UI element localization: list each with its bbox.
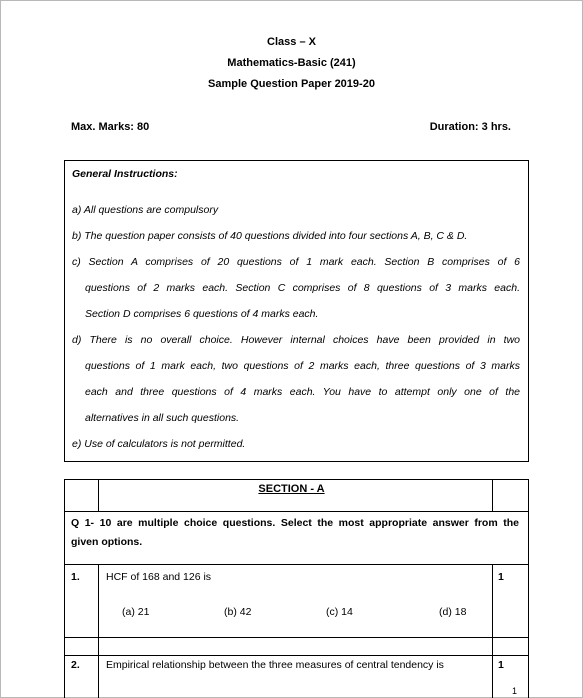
option-b: (b) 42: [224, 606, 252, 618]
row-divider: [64, 655, 529, 656]
subject-heading: Mathematics-Basic (241): [227, 57, 356, 69]
question-marks: 1: [498, 571, 504, 583]
max-marks: Max. Marks: 80: [71, 121, 150, 133]
paper-heading: Sample Question Paper 2019-20: [208, 78, 375, 90]
question-marks: 1: [498, 659, 504, 671]
instructions-title: General Instructions:: [72, 168, 178, 180]
page-number: 1: [511, 686, 517, 696]
question-text: Empirical relationship between the three measures of central tendency is: [106, 659, 444, 671]
instruction-c-line1: c) Section A comprises of 20 questions of 1 mark each. Section B comprises of 6: [72, 256, 520, 268]
mcq-instruction-line1: Q 1- 10 are multiple choice questions. Select the most appropriate answer from the: [71, 517, 519, 529]
row-divider: [64, 511, 529, 512]
duration: Duration: 3 hrs.: [429, 121, 511, 133]
column-divider: [492, 564, 493, 698]
instruction-d-line2: questions of 1 mark each, two questions of 2 marks each, three questions of 3 marks: [85, 360, 520, 372]
option-a: (a) 21: [122, 606, 150, 618]
question-number: 1.: [71, 571, 80, 583]
section-title: SECTION - A: [258, 483, 325, 495]
class-heading: Class – X: [267, 36, 316, 48]
mcq-instruction-line2: given options.: [71, 536, 143, 548]
instruction-d-line3: each and three questions of 4 marks each. You have to attempt only one of the: [85, 386, 520, 398]
question-text: HCF of 168 and 126 is: [106, 571, 212, 583]
question-number: 2.: [71, 659, 80, 671]
instruction-d-line1: d) There is no overall choice. However internal choices have been provided in two: [72, 334, 520, 346]
column-divider: [98, 564, 99, 698]
row-divider: [64, 637, 529, 638]
row-divider: [64, 564, 529, 565]
instruction-e: e) Use of calculators is not permitted.: [72, 438, 246, 450]
instruction-b: b) The question paper consists of 40 questions divided into four sections A, B, C & D.: [72, 230, 468, 242]
option-d: (d) 18: [439, 606, 467, 618]
option-c: (c) 14: [326, 606, 353, 618]
instruction-c-line3: Section D comprises 6 questions of 4 marks each.: [85, 308, 319, 320]
instruction-c-line2: questions of 2 marks each. Section C comprises of 8 questions of 3 marks each.: [85, 282, 520, 294]
instruction-d-line4: alternatives in all such questions.: [85, 412, 240, 424]
instruction-a: a) All questions are compulsory: [72, 204, 219, 216]
